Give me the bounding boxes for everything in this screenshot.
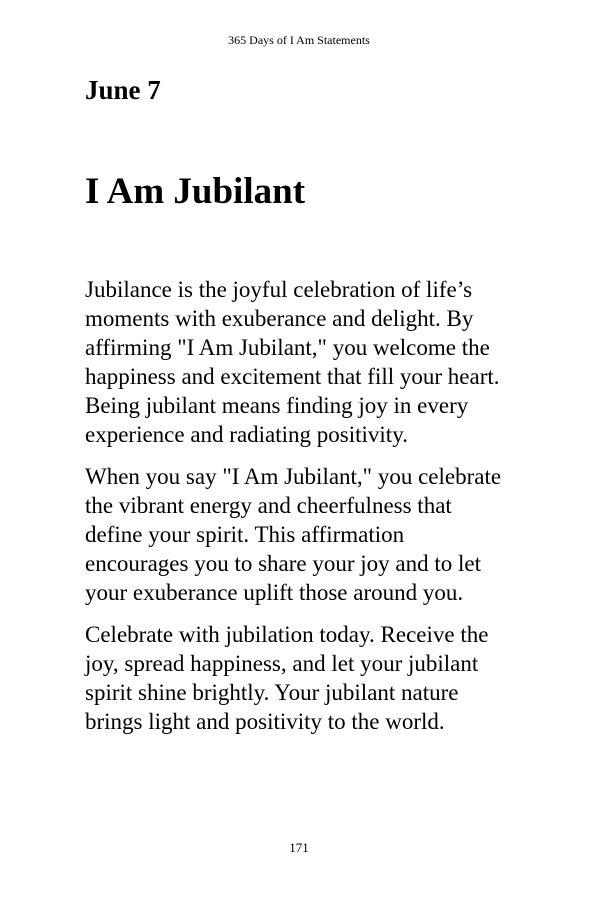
- text-line: spirit shine brightly. Your jubilant nature: [85, 680, 459, 705]
- text-line: encourages you to share your joy and to let: [85, 551, 481, 576]
- text-line: define your spirit. This affirmation: [85, 522, 405, 547]
- text-line: your exuberance uplift those around you.: [85, 580, 464, 605]
- text-line: affirming "I Am Jubilant," you welcome the: [85, 335, 490, 360]
- paragraph-1: [85, 275, 555, 449]
- paragraph-2: [85, 462, 555, 607]
- entry-date: June 7: [85, 75, 161, 105]
- text-line: brings light and positivity to the world.: [85, 709, 445, 734]
- running-header: 365 Days of I Am Statements: [228, 33, 370, 47]
- text-line: joy, spread happiness, and let your jubilant: [85, 651, 479, 676]
- text-line: Being jubilant means finding joy in every: [85, 393, 469, 418]
- text-line: When you say "I Am Jubilant," you celebrate: [85, 464, 502, 489]
- paragraph-3: [85, 620, 555, 736]
- text-line: the vibrant energy and cheerfulness that: [85, 493, 452, 518]
- text-line: experience and radiating positivity.: [85, 422, 408, 447]
- entry-title: I Am Jubilant: [85, 171, 306, 212]
- text-line: Jubilance is the joyful celebration of life’s: [85, 277, 473, 302]
- text-line: happiness and excitement that fill your heart.: [85, 364, 500, 389]
- text-line: Celebrate with jubilation today. Receive the: [85, 622, 489, 647]
- text-line: moments with exuberance and delight. By: [85, 306, 474, 331]
- page-number: 171: [289, 840, 309, 855]
- entry-body: [85, 275, 555, 749]
